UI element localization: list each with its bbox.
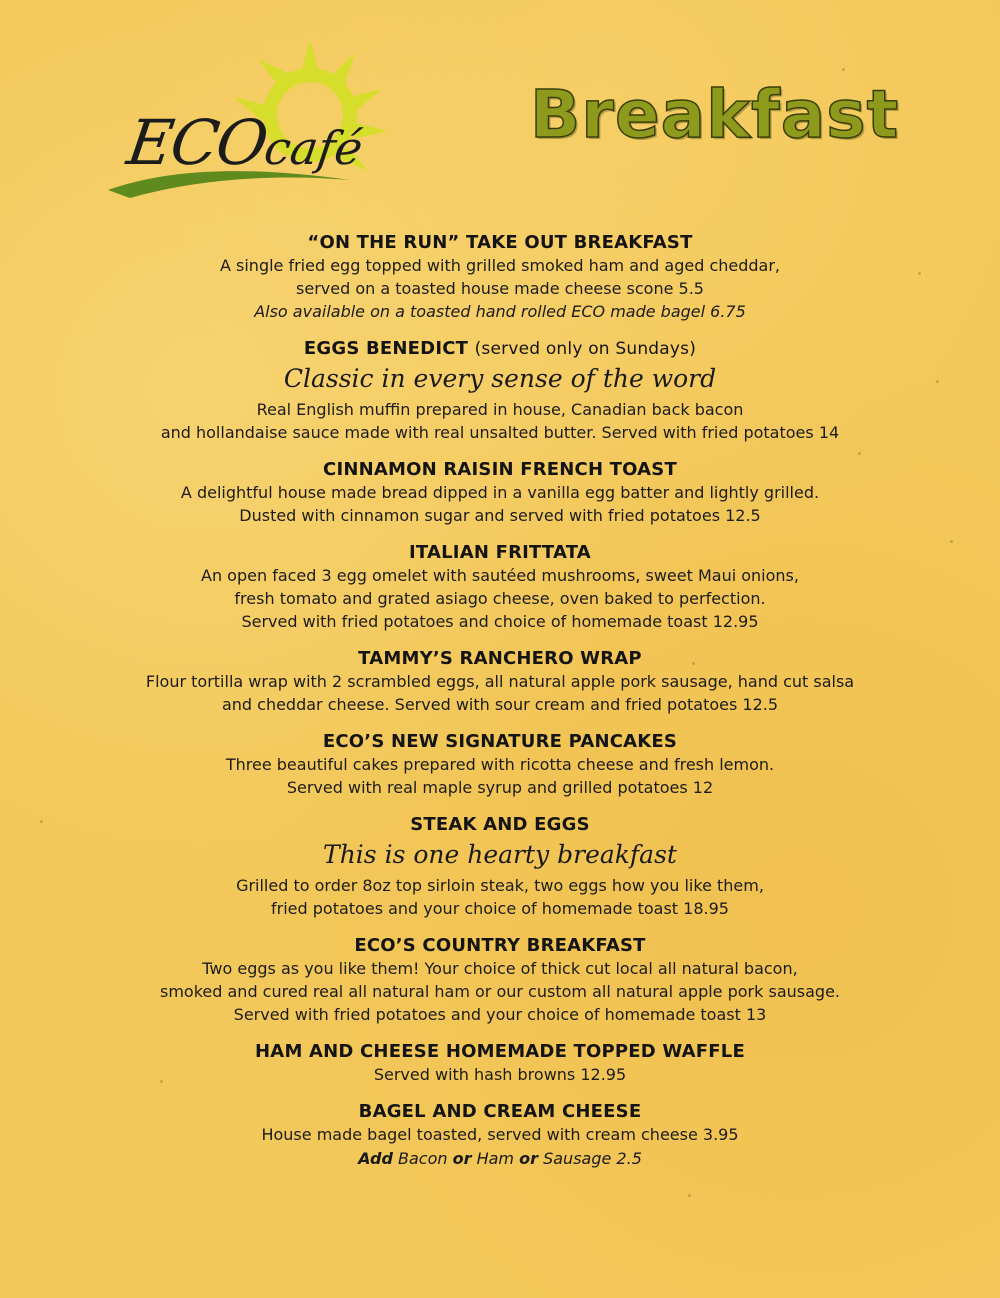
item-description: Flour tortilla wrap with 2 scrambled eggs, all natural apple pork sausage, hand cut salsa [145, 672, 855, 691]
item-name: EGGS BENEDICT [303, 338, 469, 359]
item-name: CINNAMON RAISIN FRENCH TOAST [323, 459, 677, 480]
item-description: A delightful house made bread dipped in a vanilla egg batter and lightly grilled. [180, 483, 820, 502]
item-description: Real English muffin prepared in house, Canadian back bacon [256, 400, 744, 419]
menu-item [0, 731, 1000, 799]
item-description: Served with fried potatoes and choice of homemade toast 12.95 [241, 612, 759, 631]
item-description: fresh tomato and grated asiago cheese, oven baked to perfection. [234, 589, 766, 608]
addon-sausage: Sausage 2.5 [543, 1149, 642, 1168]
addon-or: or [519, 1149, 538, 1168]
item-description: and hollandaise sauce made with real unsalted butter. Served with fried potatoes 14 [160, 423, 840, 442]
item-note: (served only on Sundays) [474, 339, 697, 359]
paper-speck [842, 68, 845, 71]
item-name: ECO’S COUNTRY BREAKFAST [354, 935, 646, 956]
item-description: Served with hash browns 12.95 [373, 1065, 627, 1084]
item-description: Grilled to order 8oz top sirloin steak, two eggs how you like them, [236, 876, 764, 895]
item-description: Served with real maple syrup and grilled potatoes 12 [286, 778, 714, 797]
item-addon [0, 1146, 1000, 1172]
paper-speck [688, 1194, 691, 1197]
item-description: Two eggs as you like them! Your choice of thick cut local all natural bacon, [202, 959, 798, 978]
item-name: ECO’S NEW SIGNATURE PANCAKES [322, 731, 678, 752]
menu-item [0, 935, 1000, 1026]
item-description: fried potatoes and your choice of homemade toast 18.95 [271, 899, 729, 918]
item-description: House made bagel toasted, served with cream cheese 3.95 [261, 1125, 739, 1144]
item-name: BAGEL AND CREAM CHEESE [358, 1101, 642, 1122]
menu-item [0, 338, 1000, 444]
item-name: TAMMY’S RANCHERO WRAP [358, 648, 642, 669]
menu-item [0, 459, 1000, 527]
item-name: “ON THE RUN” TAKE OUT BREAKFAST [307, 232, 693, 253]
menu-item [0, 648, 1000, 716]
item-description: A single fried egg topped with grilled smoked ham and aged cheddar, [219, 256, 781, 275]
menu-item [0, 1101, 1000, 1172]
logo-cafe-text: café [261, 121, 367, 175]
item-description: served on a toasted house made cheese scone 5.5 [296, 279, 704, 298]
item-name: HAM AND CHEESE HOMEMADE TOPPED WAFFLE [255, 1041, 745, 1062]
item-name: STEAK AND EGGS [410, 814, 590, 835]
menu-list [0, 232, 1000, 1187]
page-title: Breakfast [530, 76, 900, 153]
item-tagline: Classic in every sense of the word [283, 364, 717, 393]
item-alternate: Also available on a toasted hand rolled ECO made bagel 6.75 [254, 302, 746, 321]
addon-bacon: Bacon [398, 1149, 448, 1168]
item-name: ITALIAN FRITTATA [409, 542, 591, 563]
item-description: An open faced 3 egg omelet with sautéed mushrooms, sweet Maui onions, [201, 566, 799, 585]
menu-item [0, 232, 1000, 323]
item-description: Dusted with cinnamon sugar and served with fried potatoes 12.5 [239, 506, 761, 525]
item-tagline: This is one hearty breakfast [323, 840, 677, 869]
item-description: Served with fried potatoes and your choice of homemade toast 13 [233, 1005, 767, 1024]
menu-item [0, 814, 1000, 920]
item-name-row [0, 338, 1000, 360]
menu-item [0, 1041, 1000, 1086]
addon-ham: Ham [476, 1149, 515, 1168]
item-description: smoked and cured real all natural ham or our custom all natural apple pork sausage. [160, 982, 840, 1001]
item-description: and cheddar cheese. Served with sour cream and fried potatoes 12.5 [221, 695, 779, 714]
logo-wordmark [122, 106, 368, 179]
addon-add: Add [358, 1149, 393, 1168]
menu-item [0, 542, 1000, 633]
addon-or: or [452, 1149, 472, 1168]
item-description: Three beautiful cakes prepared with ricotta cheese and fresh lemon. [225, 755, 775, 774]
logo-eco-text: ECO [122, 106, 271, 179]
eco-cafe-logo [100, 40, 430, 220]
